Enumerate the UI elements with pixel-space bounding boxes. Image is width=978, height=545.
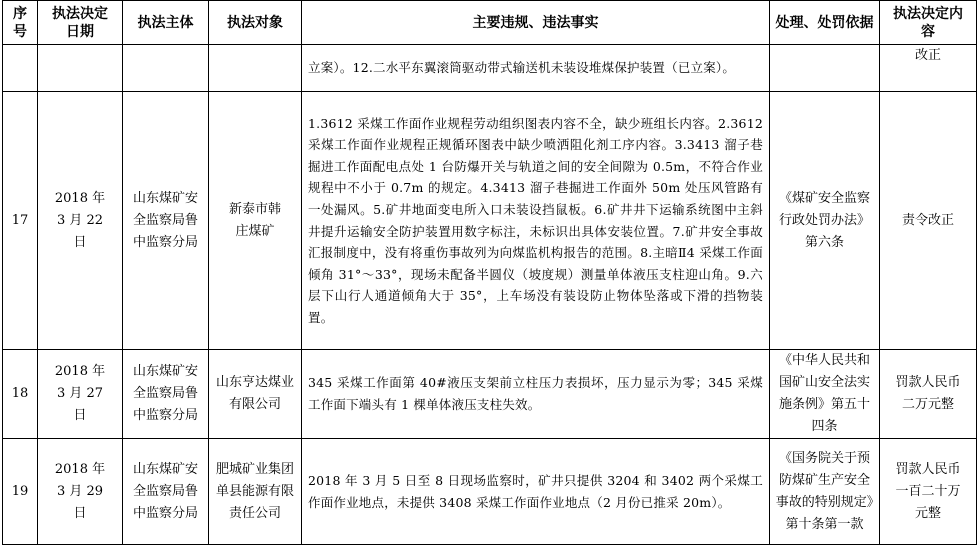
cell-date: 2018 年 3 月 27 日 — [38, 350, 123, 439]
cell-seq — [3, 45, 38, 92]
cell-basis — [770, 45, 880, 92]
table-row — [3, 439, 977, 545]
cell-basis: 《中华人民共和国矿山安全法实施条例》第五十四条 — [770, 350, 880, 439]
table-row — [3, 350, 977, 439]
cell-violation: 立案）。12.二水平东翼滚筒驱动带式输送机未装设堆煤保护装置（已立案）。 — [302, 45, 770, 92]
cell-violation: 1.3612 采煤工作面作业规程劳动组织图表内容不全，缺少班组长内容。2.3612 采煤工作面作业规程正规循环图表中缺少喷洒阻化剂工序内容。3.3413 溜子巷掘进工作面配电点处 1 台防爆开关与轨道之间的安全间隙为 0.5m，不符合作业规程中不小于 0.7m 的规定。4.3413 溜子巷掘进工作面外 50m 处压风管路有一处漏风。5.矿井地面变电所入口未装设挡鼠板。6.矿井井下运输系统图中主斜井提升运输安全防护装置用数字标注，未标识出具体安装位置。7.矿井安全事故汇报制度中，没有将重伤事故列为向煤监机构报告的范围。8.主暗Ⅱ4 采煤工作面倾角 31°～33°，现场未配备半圆仪（坡度规）测量单体液压支柱迎山角。9.六层下山行人通道倾角大于 35°，上车场没有装设防止物体坠落或下滑的挡物装置。 — [302, 92, 770, 350]
cell-seq: 19 — [3, 439, 38, 545]
cell-seq: 17 — [3, 92, 38, 350]
cell-agency: 山东煤矿安全监察局鲁中监察分局 — [123, 439, 209, 545]
cell-basis: 《国务院关于预防煤矿生产安全事故的特别规定》第十条第一款 — [770, 439, 880, 545]
cell-basis: 《煤矿安全监察行政处罚办法》第六条 — [770, 92, 880, 350]
cell-target — [209, 45, 302, 92]
cell-target: 山东亨达煤业有限公司 — [209, 350, 302, 439]
header-row — [3, 1, 977, 45]
header-violation: 主要违规、违法事实 — [302, 1, 770, 45]
cell-target: 肥城矿业集团单县能源有限责任公司 — [209, 439, 302, 545]
cell-agency: 山东煤矿安全监察局鲁中监察分局 — [123, 92, 209, 350]
cell-violation: 345 采煤工作面第 40#液压支架前立柱压力表损坏，压力显示为零；345 采煤工作面下端头有 1 棵单体液压支柱失效。 — [302, 350, 770, 439]
table-row — [3, 45, 977, 92]
header-target: 执法对象 — [209, 1, 302, 45]
cell-decision: 罚款人民币二万元整 — [880, 350, 977, 439]
cell-date — [38, 45, 123, 92]
header-date: 执法决定日期 — [38, 1, 123, 45]
cell-violation: 2018 年 3 月 5 日至 8 日现场监察时，矿井只提供 3204 和 3402 两个采煤工作面作业地点，未提供 3408 采煤工作面作业地点（2 月份已推采 20m）。 — [302, 439, 770, 545]
cell-decision: 罚款人民币一百二十万元整 — [880, 439, 977, 545]
header-basis: 处理、处罚依据 — [770, 1, 880, 45]
table-row — [3, 92, 977, 350]
cell-target: 新泰市韩庄煤矿 — [209, 92, 302, 350]
cell-agency — [123, 45, 209, 92]
cell-decision: 责令改正 — [880, 92, 977, 350]
cell-date: 2018 年 3 月 29 日 — [38, 439, 123, 545]
header-agency: 执法主体 — [123, 1, 209, 45]
cell-date: 2018 年 3 月 22 日 — [38, 92, 123, 350]
cell-decision: 改正 — [880, 45, 977, 92]
enforcement-table — [2, 0, 977, 545]
header-decision: 执法决定内容 — [880, 1, 977, 45]
cell-agency: 山东煤矿安全监察局鲁中监察分局 — [123, 350, 209, 439]
header-seq: 序号 — [3, 1, 38, 45]
cell-seq: 18 — [3, 350, 38, 439]
